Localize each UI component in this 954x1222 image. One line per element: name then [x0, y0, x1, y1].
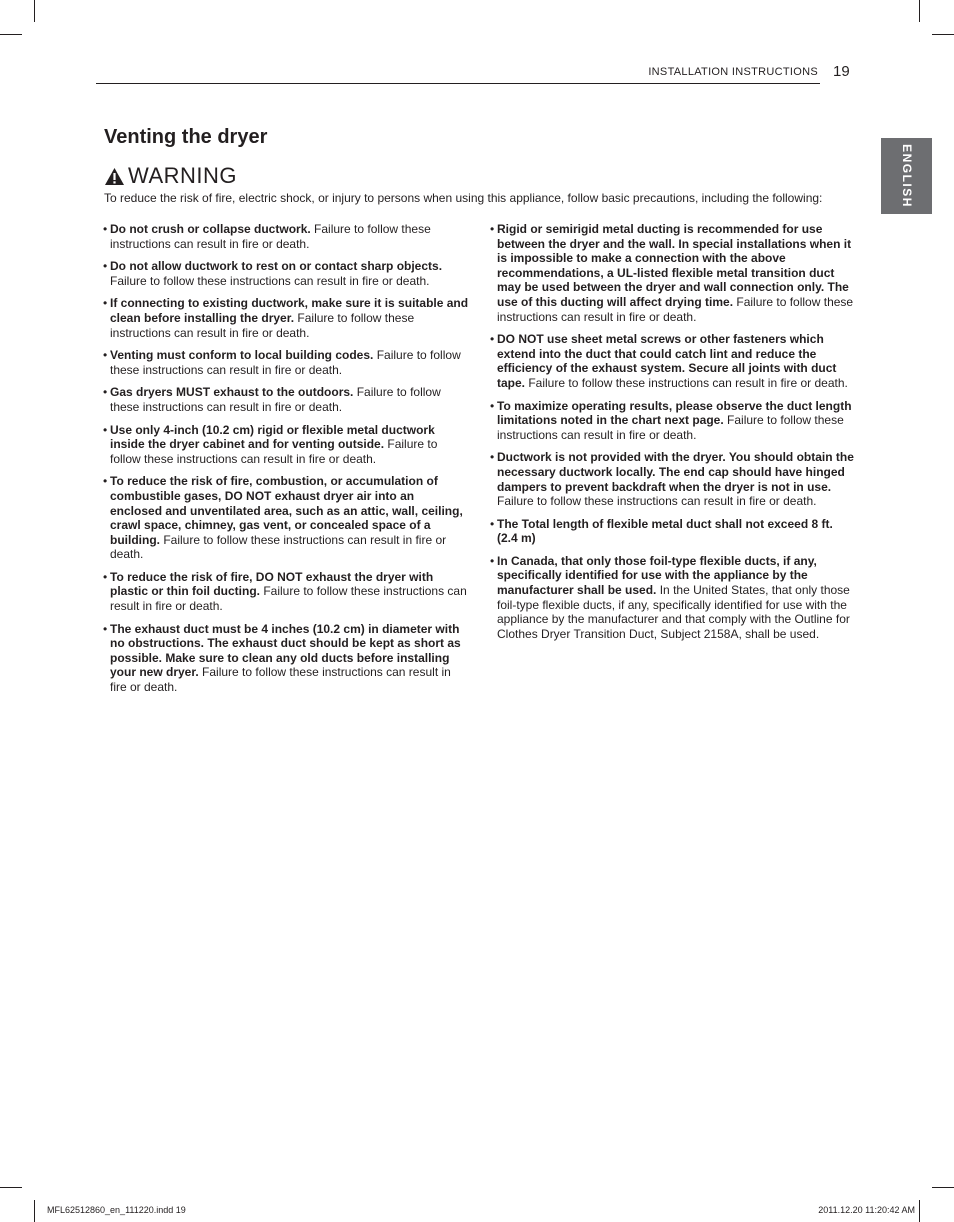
item-bold-text: The exhaust duct must be 4 inches (10.2 cm) in diameter with no obstructions. The exhaust duct should be kept as short as possible. Make sure to clean any old ducts before installing your new dryer. — [110, 621, 461, 680]
bullet-icon: • — [103, 296, 108, 311]
bullet-icon: • — [103, 385, 108, 400]
warning-triangle-icon — [104, 167, 125, 186]
crop-mark — [919, 0, 920, 22]
bullet-icon: • — [103, 422, 108, 437]
footer-file-info: MFL62512860_en_111220.indd 19 — [47, 1205, 186, 1215]
item-body-text: In the United States, that only those foil-type flexible ducts, if any, specifically identified for use with the appliance by the manufacturer and that comply with the Outline for Clothes Dryer Transition Duct, Subject 2158A, shall be used. — [497, 583, 850, 641]
list-item — [490, 399, 856, 443]
item-body-text: Failure to follow these instructions can result in fire or death. — [110, 584, 467, 614]
item-bold-text: Rigid or semirigid metal ducting is recommended for use between the dryer and the wall. In special installations when it is impossible to make a connection with the above recommendations, a UL-listed flexible metal transition duct may be used between the dryer and wall connection only. The use of this ducting will affect drying time. — [497, 222, 852, 309]
list-item — [103, 570, 469, 614]
item-bold-text: Use only 4-inch (10.2 cm) rigid or flexible metal ductwork inside the dryer cabinet and for venting outside. — [110, 422, 435, 452]
item-bold-text: In Canada, that only those foil-type flexible ducts, if any, specifically identified for use with the appliance by the manufacturer shall be used. — [497, 553, 817, 598]
item-body-text: Failure to follow these instructions can result in fire or death. — [110, 222, 431, 251]
item-body-text: Failure to follow these instructions can result in fire or death. — [110, 348, 461, 377]
item-body-text: Failure to follow these instructions can result in fire or death. — [110, 310, 415, 340]
list-item — [103, 259, 469, 288]
bullet-icon: • — [103, 569, 108, 584]
item-body-text: Failure to follow these instructions can result in fire or death. — [497, 494, 817, 509]
item-body-text: Failure to follow these instructions can result in fire or death. — [110, 665, 451, 695]
item-bold-text: Do not crush or collapse ductwork. — [110, 222, 311, 236]
list-item — [490, 554, 856, 642]
item-body-text: Failure to follow these instructions can result in fire or death. — [497, 294, 854, 324]
bullet-icon: • — [103, 621, 108, 636]
list-item — [103, 385, 469, 414]
warning-heading — [104, 162, 237, 190]
crop-mark — [34, 1200, 35, 1222]
list-item — [490, 332, 856, 390]
crop-mark — [34, 0, 35, 22]
crop-mark — [0, 34, 22, 35]
bullet-icon: • — [490, 516, 495, 531]
list-item — [103, 423, 469, 467]
warning-label: WARNING — [128, 163, 238, 188]
list-item — [103, 348, 469, 377]
bullet-icon: • — [103, 222, 108, 236]
item-body-text: Failure to follow these instructions can result in fire or death. — [110, 273, 430, 288]
item-bold-text: If connecting to existing ductwork, make sure it is suitable and clean before installing the dryer. — [110, 296, 469, 325]
crop-mark — [932, 1187, 954, 1188]
list-item — [103, 474, 469, 562]
list-item — [103, 296, 469, 340]
item-bold-text: Gas dryers MUST exhaust to the outdoors. — [110, 385, 354, 400]
item-bold-text: Venting must conform to local building codes. — [110, 348, 374, 363]
bullet-icon: • — [103, 474, 108, 489]
bullet-icon: • — [103, 348, 108, 363]
item-bold-text: Do not allow ductwork to rest on or contact sharp objects. — [110, 259, 443, 274]
language-tab-label: ENGLISH — [899, 144, 914, 208]
item-bold-text: To maximize operating results, please observe the duct length limitations noted in the chart next page. — [497, 398, 852, 428]
item-body-text: Failure to follow these instructions can result in fire or death. — [110, 437, 438, 466]
item-bold-text: The Total length of flexible metal duct shall not exceed 8 ft. (2.4 m) — [497, 516, 833, 546]
crop-mark — [0, 1187, 22, 1188]
list-item — [103, 222, 469, 251]
bullet-icon: • — [490, 553, 495, 568]
crop-mark — [932, 34, 954, 35]
list-item — [490, 450, 856, 508]
item-body-text: Failure to follow these instructions can result in fire or death. — [110, 385, 441, 414]
bullet-icon: • — [490, 222, 495, 236]
page-header — [96, 62, 820, 84]
bullet-icon: • — [490, 450, 495, 465]
list-item — [103, 622, 469, 695]
page-title: Venting the dryer — [104, 126, 268, 148]
header-section-title: INSTALLATION INSTRUCTIONS — [648, 66, 818, 78]
bullet-icon: • — [490, 398, 495, 413]
item-body-text: Failure to follow these instructions can result in fire or death. — [110, 532, 447, 562]
item-body-text: Failure to follow these instructions can result in fire or death. — [525, 375, 848, 390]
list-item — [490, 517, 856, 546]
item-bold-text: DO NOT use sheet metal screws or other fasteners which extend into the duct that could catch lint and reduce the efficiency of the exhaust system. Secure all joints with duct tape. — [497, 332, 837, 390]
item-bold-text: To reduce the risk of fire, DO NOT exhaust the dryer with plastic or thin foil ducting. — [110, 569, 434, 599]
right-column — [490, 222, 856, 649]
bullet-icon: • — [103, 259, 108, 274]
item-body-text: Failure to follow these instructions can result in fire or death. — [497, 413, 844, 442]
warning-intro: To reduce the risk of fire, electric shock, or injury to persons when using this appliance, follow basic precautions, including the following: — [104, 191, 823, 205]
crop-mark — [919, 1200, 920, 1222]
page-number: 19 — [833, 63, 850, 80]
item-bold-text: Ductwork is not provided with the dryer. You should obtain the necessary ductwork locally. The end cap should have hinged dampers to prevent backdraft when the dryer is not in use. — [497, 450, 854, 494]
item-bold-text: To reduce the risk of fire, combustion, or accumulation of combustible gases, DO NOT exhaust dryer air into an enclosed and unventilated area, such as an attic, wall, ceiling, crawl space, chimney, gas vent, or concealed space of a building. — [110, 474, 463, 547]
left-column — [103, 222, 469, 703]
bullet-icon: • — [490, 332, 495, 347]
language-tab — [881, 138, 932, 214]
footer-timestamp: 2011.12.20 11:20:42 AM — [818, 1205, 915, 1215]
list-item — [490, 222, 856, 324]
